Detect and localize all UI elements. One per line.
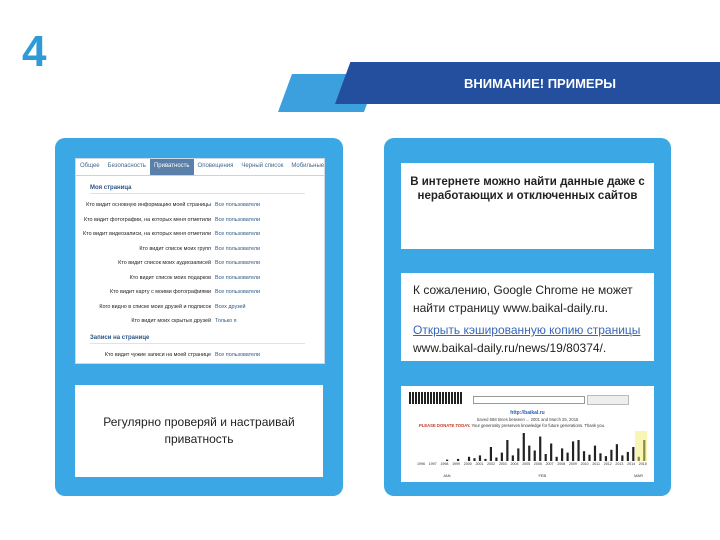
histogram-bar: [627, 452, 629, 461]
tab-3[interactable]: Оповещения: [197, 163, 234, 169]
histogram-bar: [457, 459, 459, 461]
histogram-bar: [490, 447, 492, 461]
privacy-row[interactable]: [76, 348, 324, 363]
year-label[interactable]: 2006: [533, 462, 542, 466]
year-label[interactable]: 1997: [428, 462, 437, 466]
histogram-bar: [528, 446, 530, 461]
year-label[interactable]: 1996: [417, 462, 425, 466]
year-label[interactable]: 2013: [615, 462, 624, 466]
wayback-capture-histogram[interactable]: [417, 431, 647, 461]
year-label[interactable]: 2002: [487, 462, 496, 466]
privacy-row[interactable]: [76, 227, 324, 242]
privacy-question: Кто видит карту с моими фотографиями: [109, 289, 211, 296]
year-label[interactable]: 2015: [638, 462, 647, 466]
tab-4[interactable]: Черный список: [241, 163, 284, 169]
wayback-site-url[interactable]: http://baikal.ru: [510, 410, 545, 416]
privacy-question: Кого видно в списке моих друзей и подписок: [99, 303, 211, 310]
year-label[interactable]: 2005: [522, 462, 531, 466]
wayback-year-labels: [417, 462, 647, 466]
donate-text: Your generosity preserves knowledge for future generations. Thank you.: [471, 423, 606, 428]
left-caption: Регулярно проверяй и настраивай приватность: [75, 385, 323, 477]
privacy-row[interactable]: [76, 198, 324, 213]
privacy-question: Кто видит список моих групп: [139, 245, 211, 252]
histogram-bar: [501, 453, 503, 461]
year-label[interactable]: 2010: [580, 462, 589, 466]
histogram-bar: [605, 456, 607, 461]
histogram-bar: [479, 455, 481, 461]
privacy-value[interactable]: Всех друзей: [215, 303, 246, 310]
histogram-bar: [616, 444, 618, 461]
wayback-saved-count: Saved 688 times between ... 2001 and March 25, 2015: [476, 417, 579, 422]
privacy-value[interactable]: Все пользователи: [215, 231, 261, 238]
privacy-question: Кто видит видеозаписи, на которых меня отметили: [83, 231, 211, 238]
section-my-page: Моя страница: [90, 185, 305, 194]
privacy-row[interactable]: [76, 213, 324, 228]
year-label[interactable]: 1998: [440, 462, 449, 466]
tab-5[interactable]: Мобильные: [291, 163, 325, 169]
tab-2[interactable]: Приватность: [150, 159, 194, 175]
year-label[interactable]: 2012: [603, 462, 612, 466]
histogram-bar: [473, 458, 475, 461]
privacy-question: Кто видит фотографии, на которых меня отметили: [83, 216, 211, 223]
year-label[interactable]: 2000: [463, 462, 472, 466]
histogram-bar: [621, 455, 623, 461]
privacy-row[interactable]: [76, 300, 324, 315]
histogram-bar: [446, 460, 448, 461]
histogram-bar: [610, 450, 612, 461]
histogram-bar: [545, 454, 547, 461]
privacy-question: Кто видит основную информацию моей страницы: [86, 202, 211, 209]
privacy-row[interactable]: [76, 314, 324, 329]
wayback-machine-screenshot: [401, 386, 654, 482]
tab-0[interactable]: Общее: [80, 163, 100, 169]
histogram-bar: [583, 451, 585, 461]
histogram-bar: [594, 446, 596, 461]
year-label[interactable]: 2003: [498, 462, 507, 466]
year-label[interactable]: 2009: [568, 462, 577, 466]
settings-tabs: [76, 159, 324, 176]
privacy-value[interactable]: Все пользователи: [215, 202, 261, 209]
histogram-bar: [567, 453, 569, 461]
wayback-url-input[interactable]: [473, 396, 585, 404]
histogram-bar: [599, 453, 601, 461]
histogram-bar: [550, 444, 552, 462]
privacy-value[interactable]: Все пользователи: [215, 216, 261, 223]
histogram-bar: [556, 457, 558, 461]
privacy-question: Кто видит чужие записи на моей странице: [104, 351, 211, 358]
histogram-bar: [495, 458, 497, 462]
year-label[interactable]: 2011: [592, 462, 601, 466]
histogram-bar: [534, 451, 536, 462]
tab-1[interactable]: Безопасность: [107, 163, 146, 169]
histogram-bar: [523, 433, 525, 461]
privacy-row[interactable]: [76, 242, 324, 257]
chrome-error-screenshot: [401, 273, 654, 361]
info-note: В интернете можно найти данные даже с неработающих и отключенных сайтов: [401, 163, 654, 249]
error-line-1: К сожалению, Google Chrome не может: [413, 283, 633, 297]
histogram-bar: [517, 448, 519, 461]
wayback-donate: [419, 423, 605, 428]
histogram-bar: [572, 441, 574, 461]
privacy-row[interactable]: [76, 285, 324, 300]
histogram-bar: [588, 455, 590, 461]
histogram-bar: [539, 437, 541, 462]
histogram-bar: [632, 447, 634, 461]
donate-label: PLEASE DONATE TODAY.: [419, 423, 471, 428]
privacy-value[interactable]: Все пользователи: [215, 245, 261, 252]
privacy-value[interactable]: Только я: [215, 318, 237, 325]
month-label: MAR: [634, 473, 643, 478]
year-label[interactable]: 1999: [452, 462, 461, 466]
year-label[interactable]: 2014: [627, 462, 636, 466]
wayback-logo: [409, 392, 463, 404]
month-label: FEB: [538, 473, 547, 478]
month-label: JAN: [443, 473, 451, 478]
histogram-bar: [484, 459, 486, 461]
privacy-settings-screenshot: [75, 158, 325, 364]
year-label[interactable]: 2008: [557, 462, 566, 466]
histogram-bar: [468, 457, 470, 461]
right-panel: [384, 138, 671, 496]
histogram-bar: [561, 448, 563, 461]
privacy-value[interactable]: Все пользователи: [215, 260, 261, 267]
privacy-value[interactable]: Все пользователи: [215, 351, 261, 358]
privacy-value[interactable]: Все пользователи: [215, 289, 261, 296]
slide-number: 4: [22, 27, 47, 76]
year-label[interactable]: 2004: [510, 462, 519, 466]
year-label[interactable]: 2007: [545, 462, 554, 466]
privacy-row[interactable]: [76, 256, 324, 271]
privacy-question: Кто видит моих скрытых друзей: [131, 318, 211, 325]
section-wall-posts: Записи на странице: [90, 335, 305, 344]
privacy-value[interactable]: Все пользователи: [215, 274, 261, 281]
privacy-question: Кто видит список моих аудиозаписей: [118, 260, 211, 267]
histogram-bar: [577, 440, 579, 461]
error-line-2: найти страницу www.baikal-daily.ru.: [413, 301, 609, 315]
slide-title: ВНИМАНИЕ! ПРИМЕРЫ: [464, 75, 616, 91]
wayback-calendar-months: [443, 473, 643, 478]
privacy-rows: [76, 198, 324, 329]
histogram-bar: [506, 440, 508, 461]
year-label[interactable]: 2001: [475, 462, 484, 466]
histogram-bar: [512, 455, 514, 461]
privacy-question: Кто видит список моих подарков: [129, 274, 211, 281]
cached-copy-link[interactable]: Открыть кэшированную копию страницы: [413, 323, 641, 337]
left-panel: [55, 138, 343, 496]
current-year-highlight: [635, 431, 647, 461]
wayback-go-button[interactable]: [587, 395, 629, 405]
cached-url: www.baikal-daily.ru/news/19/80374/.: [413, 341, 607, 355]
privacy-row[interactable]: [76, 271, 324, 286]
